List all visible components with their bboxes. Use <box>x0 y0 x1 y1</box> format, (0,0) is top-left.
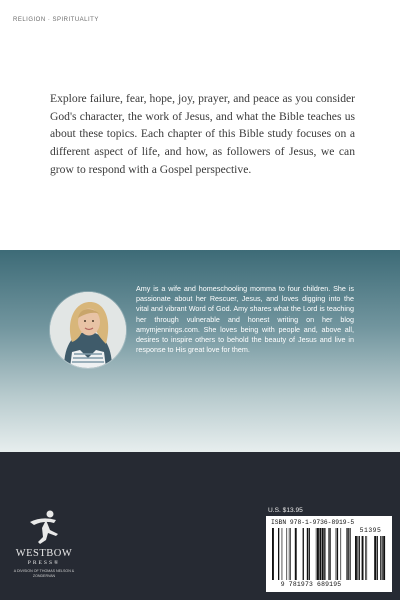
barcode-bar <box>359 536 360 580</box>
barcode-bar <box>317 528 319 580</box>
barcode-bar <box>322 528 324 580</box>
barcode-bar <box>377 536 378 580</box>
barcode-bar <box>383 536 385 580</box>
ean-digits: 9 781973 689195 <box>280 581 342 588</box>
barcode-bar <box>380 536 381 580</box>
barcode-bar <box>382 536 383 580</box>
category-label: RELIGION · SPIRITUALITY <box>13 17 99 23</box>
publisher-name: WESTBOW <box>15 548 73 559</box>
barcode-bar <box>346 528 347 580</box>
barcode-bar <box>355 536 357 580</box>
author-photo <box>50 292 126 368</box>
barcode-bar <box>337 528 338 580</box>
barcode-bar <box>374 536 376 580</box>
barcode-bar <box>366 536 367 580</box>
barcode-bar <box>278 528 279 580</box>
barcode-bar <box>303 528 304 580</box>
publisher-division: A DIVISION OF THOMAS NELSON & ZONDERVAN <box>13 569 75 578</box>
barcode-bar <box>309 528 310 580</box>
barcode-bar <box>365 536 366 580</box>
isbn-number: ISBN 978-1-9736-8919-5 <box>271 519 355 526</box>
ean-barcode <box>271 528 353 582</box>
barcode-bar <box>289 528 290 580</box>
barcode-bar <box>357 536 358 580</box>
barcode-bar <box>295 528 297 580</box>
publisher-logo <box>0 500 90 590</box>
barcode-bar <box>348 528 349 580</box>
barcode-bar <box>272 528 274 580</box>
book-description: Explore failure, fear, hope, joy, prayer, and peace as you consider God's character, the work of Jesus, and what the Bible teaches us about these topics. Each chapter of this Bible study focuses on a different aspect of life, and how, as followers of Jesus, we can grow to respond with a Gospel perspective. <box>50 92 355 176</box>
publisher-press: PRESS® <box>27 560 61 566</box>
addon-barcode <box>354 536 387 582</box>
price-addon-digits: 51395 <box>359 527 382 534</box>
running-figure-icon <box>26 508 62 546</box>
barcode-bar <box>319 528 321 580</box>
barcode-bar <box>290 528 291 580</box>
barcode-bar <box>350 528 351 580</box>
barcode-bar <box>286 528 287 580</box>
author-bio: Amy is a wife and homeschooling momma to four children. She is passionate about her Rescuer, Jesus, and loves digging into the vital and vibrant Word of God. Amy shares what the Lord is teaching her through vulnerable and honest writing on her blog amymjennings.com. She loves being with people and, above all, desires to inspire others to behold the beauty of Jesus and live in response to His great love for them. <box>136 284 354 355</box>
barcode-bar <box>307 528 308 580</box>
barcode-bar <box>330 528 331 580</box>
barcode-bar <box>336 528 337 580</box>
barcode-bar <box>316 528 317 580</box>
barcode-bar <box>328 528 329 580</box>
barcode-bar <box>340 528 341 580</box>
barcode-bar <box>324 528 325 580</box>
barcode-panel <box>266 516 392 592</box>
barcode-bar <box>282 528 283 580</box>
barcode-bar <box>362 536 364 580</box>
price-label: U.S. $13.95 <box>268 507 303 514</box>
